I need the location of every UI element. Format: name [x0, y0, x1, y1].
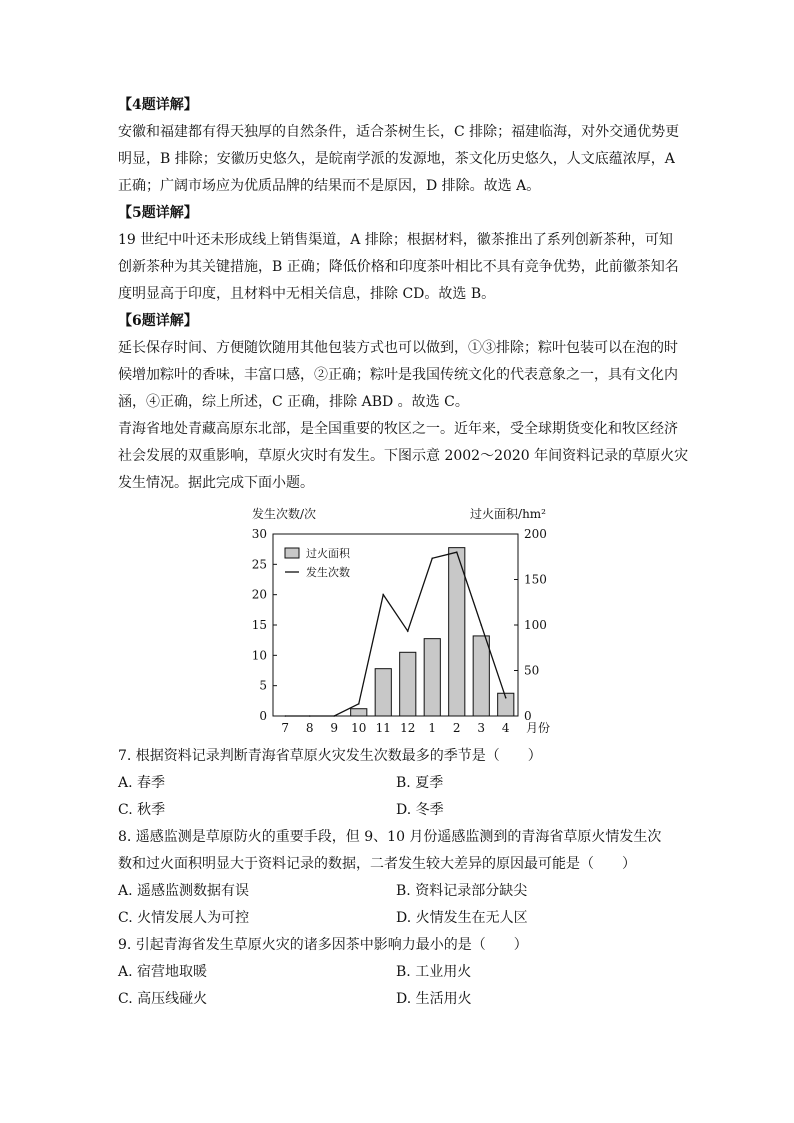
line-point-7 [284, 715, 286, 717]
x-tick-label: 7 [281, 721, 290, 735]
intro-line: 青海省地处青藏高原东北部，是全国重要的牧区之一。近年来，受全球期货变化和牧区经济 [118, 421, 678, 437]
text-line: 延长保存时间、方便随饮随用其他包装方式也可以做到，①③排除；粽叶包装可以在泡的时 [118, 340, 678, 356]
text-line: 安徽和福建都有得天独厚的自然条件，适合茶树生长，C 排除；福建临海，对外交通优势更 [118, 124, 680, 140]
line-point-2 [456, 551, 458, 553]
line-point-12 [407, 630, 409, 632]
legend-bar-swatch [285, 548, 299, 558]
left-tick-label: 25 [251, 557, 267, 572]
line-point-8 [309, 715, 311, 717]
x-tick-label: 2 [452, 721, 461, 735]
line-point-9 [333, 715, 335, 717]
section-heading: 【4题详解】 [118, 97, 198, 113]
left-tick-label: 30 [251, 527, 267, 541]
option-d[interactable]: D. 冬季 [396, 802, 444, 818]
option-a[interactable]: A. 春季 [118, 775, 166, 791]
bar-11 [375, 669, 391, 716]
right-tick-label: 200 [524, 527, 547, 541]
intro-line: 社会发展的双重影响，草原火灾时有发生。下图示意 2002～2020 年间资料记录的草原火灾 [118, 448, 689, 464]
right-tick-label: 100 [524, 618, 547, 632]
text-line: 正确；广阔市场应为优质品牌的结果而不是原因，D 排除。故选 A。 [118, 178, 541, 194]
option-b[interactable]: B. 夏季 [396, 775, 444, 791]
bar-12 [400, 652, 416, 716]
x-tick-label: 11 [375, 721, 391, 735]
x-unit-label: 月份 [526, 721, 551, 735]
right-tick-label: 150 [524, 572, 547, 587]
x-tick-label: 3 [477, 721, 486, 735]
question-stem: 7. 根据资料记录判断青海省草原火灾发生次数最多的季节是（ ） [118, 748, 542, 764]
bar-2 [449, 548, 465, 716]
line-point-4 [505, 697, 507, 699]
text-line: 候增加粽叶的香味，丰富口感，②正确；粽叶是我国传统文化的代表意象之一，具有文化内 [118, 367, 678, 383]
section-heading: 【5题详解】 [118, 205, 198, 221]
option-d[interactable]: D. 火情发生在无人区 [396, 910, 528, 926]
section-heading: 【6题详解】 [118, 313, 198, 329]
option-a[interactable]: A. 宿营地取暖 [118, 964, 208, 980]
line-point-1 [431, 557, 433, 559]
line-point-10 [358, 703, 360, 705]
x-tick-label: 4 [501, 721, 510, 735]
x-tick-label: 9 [330, 721, 339, 735]
x-tick-label: 8 [305, 721, 314, 735]
fire-chart [240, 504, 560, 744]
left-axis-title: 发生次数/次 [252, 507, 317, 521]
left-tick-label: 15 [251, 618, 267, 632]
text-line: 19 世纪中叶还未形成线上销售渠道，A 排除；根据材料，徽茶推出了系列创新茶种，可知 [118, 232, 673, 248]
legend-line-label: 发生次数 [306, 566, 350, 579]
x-tick-label: 1 [428, 721, 437, 735]
line-point-3 [480, 624, 482, 626]
question-stem: 数和过火面积明显大于资料记录的数据，二者发生较大差异的原因最可能是（ ） [118, 856, 636, 872]
left-tick-label: 5 [259, 678, 267, 693]
bar-1 [424, 639, 440, 716]
option-a[interactable]: A. 遥感监测数据有误 [118, 883, 250, 899]
text-line: 明显，B 排除；安徽历史悠久，是皖南学派的发源地，茶文化历史悠久，人文底蕴浓厚，A [118, 151, 675, 167]
option-d[interactable]: D. 生活用火 [396, 991, 472, 1007]
option-c[interactable]: C. 火情发展人为可控 [118, 910, 250, 926]
x-tick-label: 12 [400, 721, 416, 735]
bar-10 [351, 709, 367, 716]
option-c[interactable]: C. 高压线碰火 [118, 991, 208, 1007]
option-b[interactable]: B. 资料记录部分缺尖 [396, 883, 528, 899]
text-line: 涵，④正确，综上所述，C 正确，排除 ABD 。故选 C。 [118, 394, 469, 410]
x-tick-label: 10 [351, 721, 367, 735]
text-line: 创新茶种为其关键措施，B 正确；降低价格和印度茶叶相比不具有竞争优势，此前徽茶知名 [118, 259, 679, 275]
question-stem: 8. 遥感监测是草原防火的重要手段，但 9、10 月份遥感监测到的青海省草原火情发生次 [118, 829, 662, 845]
option-c[interactable]: C. 秋季 [118, 802, 166, 818]
bar-3 [473, 636, 489, 716]
right-tick-label: 50 [524, 663, 540, 678]
left-tick-label: 10 [251, 648, 267, 663]
right-axis-title: 过火面积/hm² [470, 507, 546, 521]
text-line: 度明显高于印度，且材料中无相关信息，排除 CD。故选 B。 [118, 286, 496, 302]
left-tick-label: 0 [259, 709, 267, 723]
legend-bar-label: 过火面积 [306, 547, 350, 560]
option-b[interactable]: B. 工业用火 [396, 964, 472, 980]
line-point-11 [382, 594, 384, 596]
intro-line: 发生情况。据此完成下面小题。 [118, 475, 314, 491]
left-tick-label: 20 [251, 587, 267, 602]
question-stem: 9. 引起青海省发生草原火灾的诸多因茶中影响力最小的是（ ） [118, 937, 528, 953]
right-tick-label: 0 [524, 709, 532, 723]
